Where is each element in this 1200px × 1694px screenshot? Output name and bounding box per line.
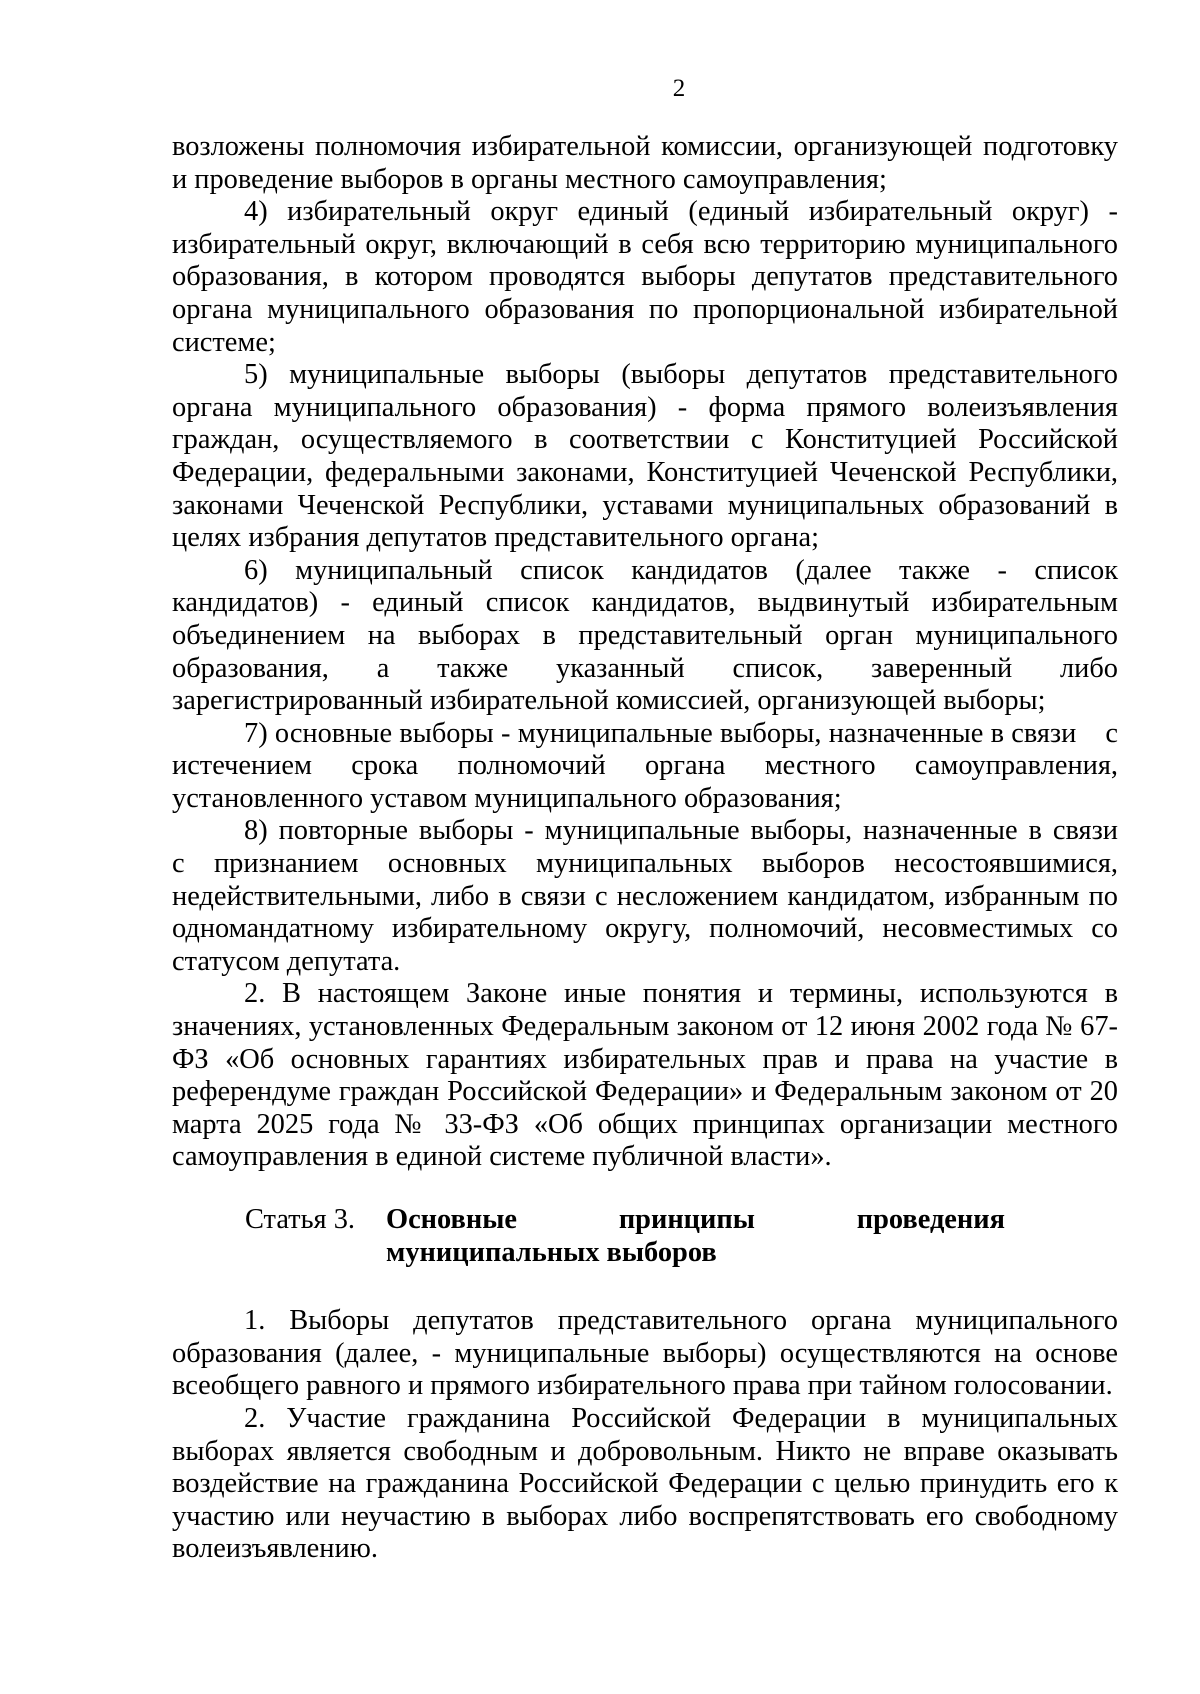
page-number: 2 — [672, 75, 686, 102]
document-body — [172, 131, 1140, 1566]
paragraph-continuation: возложены полномочия избирательной комиссии, организующей подготовку и проведение выборов в органы местного самоуправления; — [172, 131, 1126, 195]
article-heading — [172, 1204, 1005, 1269]
paragraph-item-6: 6) муниципальный список кандидатов (далее также - список кандидатов) - единый список кандидатов, выдвинутый избирательным объединением на выборах в представительный орган муниципального образования, а также указанный список, заверенный либо зарегистрированный избирательной комиссией, организующей выборы; — [172, 554, 1126, 717]
article-title: Основные принципы проведения муниципальных выборов — [386, 1204, 1005, 1268]
article-paragraph-2: 2. Участие гражданина Российской Федерации в муниципальных выборах является свободным и добровольным. Никто не вправе оказывать воздействие на гражданина Российской Федерации с целью принудить его к участию или неучастию в выборах либо воспрепятствовать его свободному волеизъявлению. — [172, 1402, 1126, 1565]
paragraph-part-2: 2. В настоящем Законе иные понятия и термины, используются в значениях, установленных Федеральным законом от 12 июня 2002 года № 67-ФЗ «Об основных гарантиях избирательных прав и права на участие в референдуме граждан Российской Федерации» и Федеральным законом от 20 марта 2025 года № 33-ФЗ «Об общих принципах организации местного самоуправления в единой системе публичной власти». — [172, 978, 1126, 1173]
article-paragraph-1: 1. Выборы депутатов представительного органа муниципального образования (далее, - муниципальные выборы) осуществляются на основе всеобщего равного и прямого избирательного права при тайном голосовании. — [172, 1305, 1126, 1402]
article-label: Статья 3. — [245, 1204, 355, 1235]
paragraph-item-5: 5) муниципальные выборы (выборы депутатов представительного органа муниципального образования) - форма прямого волеизъявления граждан, осуществляемого в соответствии с Конституцией Российской Федерации, федеральными законами, Конституцией Чеченской Республики, законами Чеченской Республики, уставами муниципальных образований в целях избрания депутатов представительного органа; — [172, 359, 1126, 554]
paragraph-item-8: 8) повторные выборы - муниципальные выборы, назначенные в связи с признанием основных муниципальных выборов несостоявшимися, недействительными, либо в связи с несложением кандидатом, избранным по одномандатному избирательному округу, полномочий, несовместимых со статусом депутата. — [172, 815, 1140, 977]
paragraph-item-4: 4) избирательный округ единый (единый избирательный округ) - избирательный округ, включающий в себя всю территорию муниципального образования, в котором проводятся выборы депутатов представительного органа муниципального образования по пропорциональной избирательной системе; — [172, 196, 1126, 358]
paragraph-item-7: 7) основные выборы - муниципальные выборы, назначенные в связи с истечением срока полномочий органа местного самоуправления, установленного уставом муниципального образования; — [172, 717, 1126, 814]
